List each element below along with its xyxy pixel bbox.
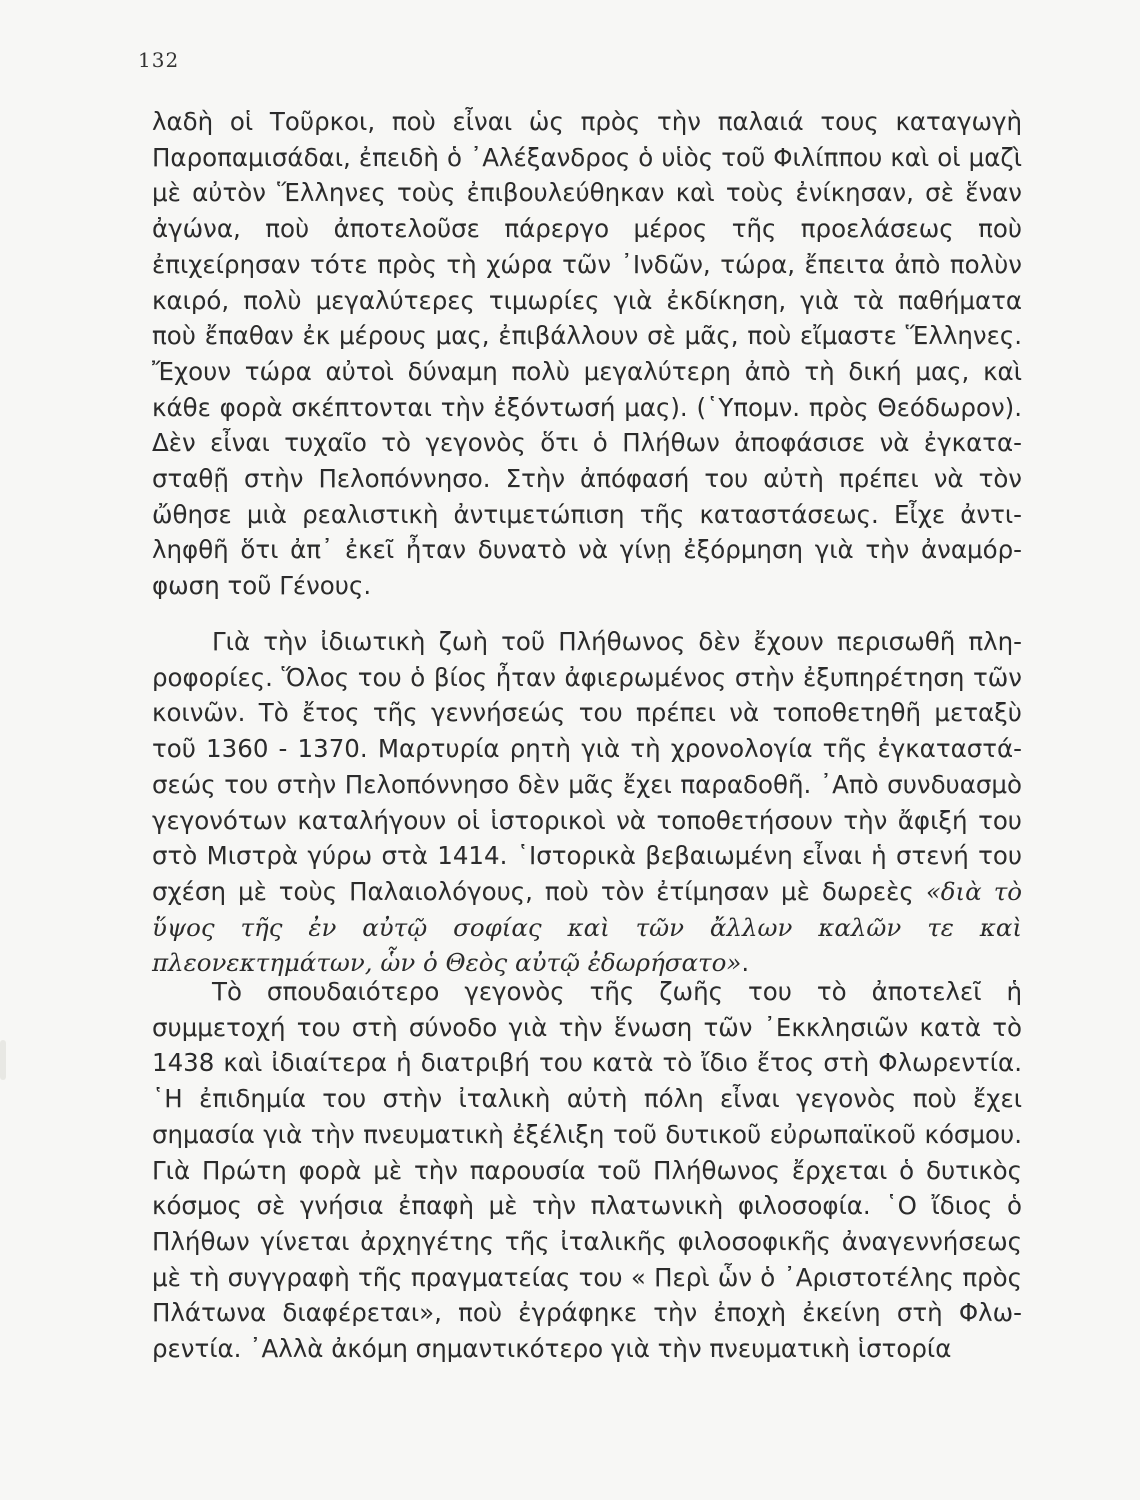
paragraph-2-quote: «διὰ τὸ ὕψος τῆς ἐν αὐτῷ σοφίας καὶ τῶν ἄλλων καλῶν τε καὶ πλεονεκτημάτων, ὧν ὁ Θεὸς αὐτῷ ἐδωρήσατο» [152,876,1023,978]
paragraph-2 [152,624,1022,981]
paragraph-2-text: Γιὰ τὴν ἰδιωτικὴ ζωὴ τοῦ Πλήθωνος δὲν ἔχουν περισωθῆ πληροφορίες. Ὅλος του ὁ βίος ἦταν ἀφιερωμένος στὴν ἐξυπηρέτηση τῶν κοινῶν. Τὸ ἔτος τῆς γεννήσεώς του πρέπει νὰ τοποθετηθῆ μεταξὺ τοῦ 1360 - 1370. Μαρτυρία ρητὴ γιὰ τὴ χρονολογία τῆς ἐγκαταστάσεώς του στὴν Πελοπόννησο δὲν μᾶς ἔχει παραδοθῆ. ᾽Απὸ συνδυασμὸ γεγονότων καταλήγουν οἱ ἱστορικοὶ νὰ τοποθετήσουν τὴν ἄφιξή του στὸ Μιστρὰ γύρω στὰ 1414. ῾Ιστορικὰ βεβαιωμένη εἶναι ἡ στενή του σχέση μὲ τοὺς Παλαιολόγους, ποὺ τὸν ἐτίμησαν μὲ δωρεὲς [152,627,1022,906]
paragraph-3: Τὸ σπουδαιότερο γεγονὸς τῆς ζωῆς του τὸ ἀποτελεῖ ἡ συμμετοχή του στὴ σύνοδο γιὰ τὴν ἕνωση τῶν ᾽Εκκλησιῶν κατὰ τὸ 1438 καὶ ἰδιαίτερα ἡ διατριβή του κατὰ τὸ ἴδιο ἔτος στὴ Φλωρεντία. ῾Η ἐπιδημία του στὴν ἰταλικὴ αὐτὴ πόλη εἶναι γεγονὸς ποὺ ἔχει σημασία γιὰ τὴν πνευματικὴ ἐξέλιξη τοῦ δυτικοῦ εὐρωπαϊκοῦ κόσμου. Γιὰ Πρώτη φορὰ μὲ τὴν παρουσία τοῦ Πλήθωνος ἔρχεται ὁ δυτικὸς κόσμος σὲ γνήσια ἐπαφὴ μὲ τὴν πλατωνικὴ φιλοσοφία. ῾Ο ἴδιος ὁ Πλήθων γίνεται ἀρχηγέτης τῆς ἰταλικῆς φιλοσοφικῆς ἀναγεννήσεως μὲ τὴ συγγραφὴ τῆς πραγματείας του « Περὶ ὧν ὁ ᾽Αριστοτέλης πρὸς Πλάτωνα διαφέρεται», ποὺ ἐγράφηκε τὴν ἐποχὴ ἐκείνη στὴ Φλωρεντία. ᾽Αλλὰ ἀκόμη σημαντικότερο γιὰ τὴν πνευματικὴ ἱστορία [152,977,1022,1364]
scan-edge-mark [0,1040,6,1080]
page-number: 132 [138,48,180,72]
paragraph-2-end: . [741,948,750,978]
paragraph-1: λαδὴ οἱ Τοῦρκοι, ποὺ εἶναι ὡς πρὸς τὴν παλαιά τους καταγωγὴ Παροπαμισάδαι, ἐπειδὴ ὁ ᾽Αλέξανδρος ὁ υἱὸς τοῦ Φιλίππου καὶ οἱ μαζὶ μὲ αὐτὸν Ἕλληνες τοὺς ἐπιβουλεύθηκαν καὶ τοὺς ἐνίκησαν, σὲ ἕναν ἀγώνα, ποὺ ἀποτελοῦσε πάρεργο μέρος τῆς προελάσεως ποὺ ἐπιχείρησαν τότε πρὸς τὴ χώρα τῶν ᾽Ινδῶν, τώρα, ἔπειτα ἀπὸ πολὺν καιρό, πολὺ μεγαλύτερες τιμωρίες γιὰ ἐκδίκηση, γιὰ τὰ παθήματα ποὺ ἔπαθαν ἐκ μέρους μας, ἐπιβάλλουν σὲ μᾶς, ποὺ εἴμαστε Ἕλληνες. Ἔχουν τώρα αὐτοὶ δύναμη πολὺ μεγαλύτερη ἀπὸ τὴ δική μας, καὶ κάθε φορὰ σκέπτονται τὴν ἐξόντωσή μας). (῾Υπομν. πρὸς Θεόδωρον). Δὲν εἶναι τυχαῖο τὸ γεγονὸς ὅτι ὁ Πλήθων ἀποφάσισε νὰ ἐγκατασταθῇ στὴν Πελοπόννησο. Στὴν ἀπόφασή του αὐτὴ πρέπει νὰ τὸν ὤθησε μιὰ ρεαλιστικὴ ἀντιμετώπιση τῆς καταστάσεως. Εἶχε ἀντιληφθῆ ὅτι ἀπ᾽ ἐκεῖ ἦταν δυνατὸ νὰ γίνῃ ἐξόρμηση γιὰ τὴν ἀναμόρφωση τοῦ Γένους. [152,107,1022,601]
